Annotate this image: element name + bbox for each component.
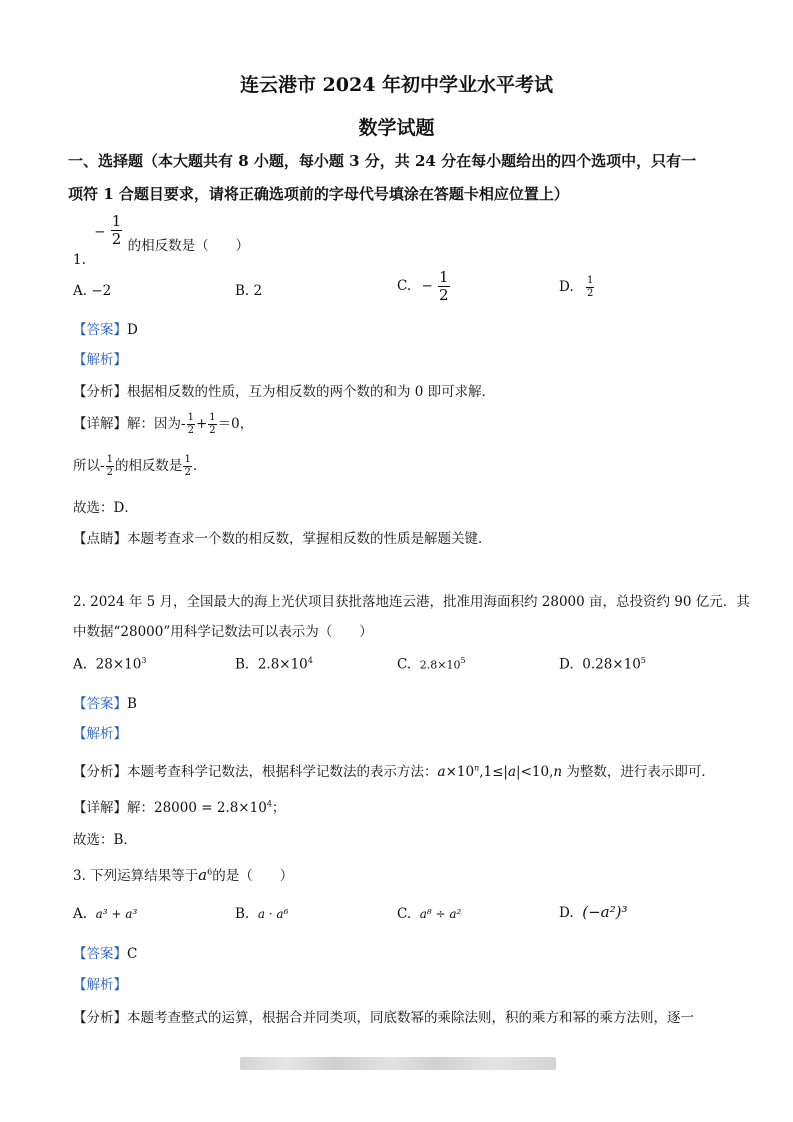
q1-xj-frac1: $\frac{1}{2}$ (187, 412, 194, 436)
q3-answer (73, 942, 137, 962)
q2-choice: 故选：B． (73, 832, 137, 848)
q2-option-c-base: 2.8×10 (419, 658, 461, 672)
answer-tag: 【答案】 (73, 696, 127, 712)
q3-option-a-expr: a³ + a³ (95, 907, 138, 921)
q2-fenxi-a: a (437, 764, 446, 780)
q1-conclusion (73, 454, 206, 478)
fenxi-tag: 【分析】 (73, 764, 127, 780)
q2-xj-exp: 4 (266, 799, 272, 809)
q2-option-c-label: C. (397, 656, 412, 673)
q2-fenxi-x10: ×10 (445, 764, 475, 780)
q2-option-d (559, 656, 646, 673)
exam-title: 连云港市 2024 年初中学业水平考试 (239, 74, 554, 96)
xiangjie-tag: 【详解】 (73, 416, 127, 432)
q1-option-c (397, 270, 451, 303)
q2-option-c-exp: 5 (460, 656, 466, 665)
q1-option-b: B. 2 (235, 283, 263, 299)
q2-stem-line1: 2. 2024 年 5 月，全国最大的海上光伏项目获批落地连云港，批准用海面积约 28000 亩，总投资约 90 亿元．其 (73, 594, 750, 610)
q2-xj-eq: 28000 = 2.8×10 (154, 800, 267, 816)
q2-option-d-exp: 5 (640, 656, 646, 665)
q2-fenxi (73, 760, 715, 780)
q1-answer (73, 318, 138, 338)
q3-analysis-tag: 【解析】 (73, 977, 127, 993)
q3-option-b-expr: a · a⁶ (257, 907, 289, 921)
q3-option-b-label: B. (235, 906, 250, 922)
q2-xiangjie (73, 796, 285, 816)
fenxi-tag: 【分析】 (73, 1010, 127, 1026)
q1-fraction: $\frac{1}{2}$ (111, 212, 122, 248)
q3-option-c (397, 906, 461, 922)
q1-answer-value: D (127, 322, 138, 338)
q3-option-d-label: D. (559, 905, 574, 921)
q2-option-b-base: 2.8×10 (257, 656, 308, 673)
q2-option-a (73, 656, 146, 673)
q1-dianjing (73, 527, 492, 547)
q3-option-b (235, 906, 288, 922)
q3-option-d-expr: (−a²)³ (582, 903, 628, 921)
q1-choice: 故选：D． (73, 500, 138, 516)
q2-option-d-base: 0.28×10 (582, 656, 641, 673)
q2-fenxi-pre: 本题考查科学记数法，根据科学记数法的表示方法： (127, 764, 438, 780)
q1-option-d (559, 276, 595, 299)
q2-option-a-label: A. (73, 656, 88, 673)
dianjing-tag: 【点睛】 (73, 531, 127, 547)
q2-fenxi-nn: n (553, 764, 563, 780)
q1-xiangjie (73, 412, 253, 436)
q2-fenxi-abs: a (507, 764, 517, 780)
q2-fenxi-post: 为整数，进行表示即可． (562, 764, 715, 780)
section-heading-line2: 项符 1 合题目要求，请将正确选项前的字母代号填涂在答题卡相应位置上） (68, 185, 569, 203)
q2-option-b (235, 656, 313, 673)
q1-xj-frac2: $\frac{1}{2}$ (209, 412, 216, 436)
q2-option-d-label: D. (559, 656, 574, 673)
q1-option-c-label: C. (397, 278, 412, 294)
q1-option-c-sign: − (421, 278, 433, 294)
q3-fenxi-text: 本题考查整式的运算，根据合并同类项，同底数幂的乘除法则，积的乘方和幂的乘方法则，逐一 (127, 1010, 694, 1026)
q2-option-b-exp: 4 (307, 656, 313, 665)
q1-so-mid: 的相反数是 (114, 458, 183, 474)
q3-stem-post: 的是（ ） (212, 868, 294, 884)
q1-option-d-fraction: $\frac{1}{2}$ (586, 275, 594, 299)
q1-so-frac2: $\frac{1}{2}$ (184, 454, 191, 478)
q3-option-c-expr: a⁸ ÷ a² (419, 907, 462, 921)
q2-option-b-label: B. (235, 656, 250, 673)
q1-so-end: ． (192, 458, 207, 474)
q2-answer-value: B (127, 696, 137, 712)
q2-answer (73, 692, 137, 712)
q1-dianjing-text: 本题考查求一个数的相反数，掌握相反数的性质是解题关键． (127, 531, 492, 547)
q2-fenxi-mid: ,1≤| (479, 764, 508, 780)
q1-xj-plus: + (195, 416, 208, 432)
xiangjie-tag: 【详解】 (73, 800, 127, 816)
q1-analysis-tag: 【解析】 (73, 352, 127, 368)
q3-stem (73, 864, 293, 884)
section-heading-line1: 一、选择题（本大题共有 8 小题，每小题 3 分，共 24 分在每小题给出的四个选项中，只有一 (68, 152, 697, 170)
q2-option-a-base: 28×10 (95, 656, 142, 673)
q2-option-a-exp: 3 (141, 656, 147, 665)
blurred-footer-watermark (240, 1057, 556, 1070)
q2-option-c (397, 656, 466, 673)
q1-stem-text: 的相反数是（ ） (127, 238, 250, 254)
answer-tag: 【答案】 (73, 946, 127, 962)
q1-so-frac1: $\frac{1}{2}$ (106, 454, 113, 478)
q2-stem-line2: 中数据“28000”用科学记数法可以表示为（ ） (73, 624, 373, 640)
q2-analysis-tag: 【解析】 (73, 726, 127, 742)
q2-fenxi-after: |<10, (516, 764, 554, 780)
q1-number: 1. (73, 252, 86, 268)
q1-option-d-label: D. (559, 279, 574, 295)
q2-xj-pre: 解： (127, 800, 154, 816)
q3-option-c-label: C. (397, 906, 412, 922)
q3-stem-exp: 6 (207, 867, 213, 877)
answer-tag: 【答案】 (73, 322, 127, 338)
q1-stem (73, 212, 250, 268)
q3-answer-value: C (127, 946, 138, 962)
q3-option-a-label: A. (73, 906, 88, 922)
q1-frac-sign: − (94, 224, 106, 240)
q2-fenxi-n: n (474, 763, 480, 773)
q1-xj-pre: 解：因为- (127, 416, 186, 432)
q3-option-d (559, 903, 627, 921)
q1-fenxi-text: 根据相反数的性质，互为相反数的两个数的和为 0 即可求解． (127, 384, 496, 400)
q3-stem-a: a (198, 866, 208, 884)
exam-subtitle: 数学试题 (358, 117, 435, 139)
q3-fenxi (73, 1006, 694, 1026)
q1-fenxi (73, 380, 495, 400)
q1-option-c-fraction: $\frac{1}{2}$ (439, 268, 449, 304)
fenxi-tag: 【分析】 (73, 384, 127, 400)
q2-xj-end: ； (271, 800, 286, 816)
q1-so-pre: 所以- (73, 458, 105, 474)
q1-xj-eq: ＝0， (217, 416, 254, 432)
q1-option-a: A. −2 (73, 283, 112, 299)
q3-option-a (73, 906, 137, 922)
q3-stem-pre: 3. 下列运算结果等于 (73, 868, 199, 884)
